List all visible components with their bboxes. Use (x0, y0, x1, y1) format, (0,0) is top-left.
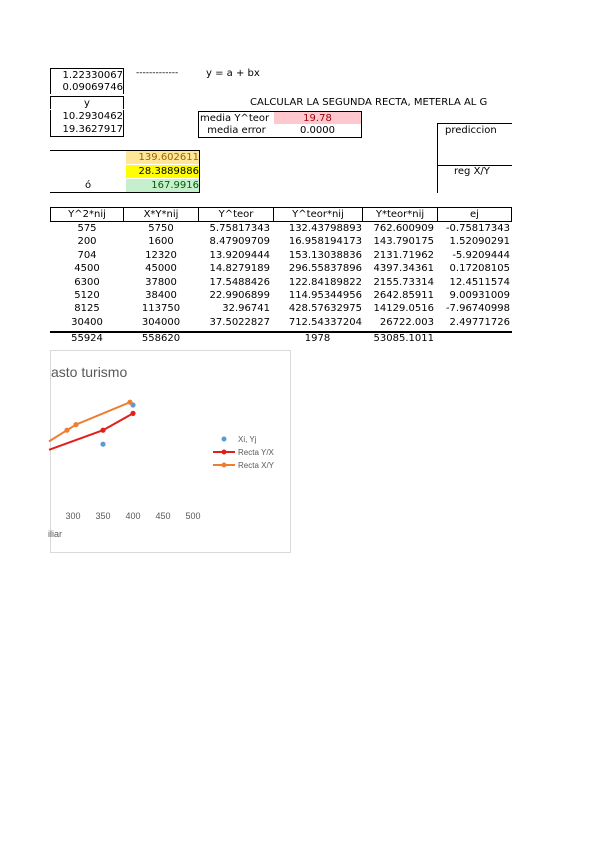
table-cell[interactable]: 712.54337204 (288, 316, 362, 328)
stats-value-2[interactable]: 28.3889886 (126, 165, 199, 178)
table-cell[interactable]: 55924 (71, 333, 103, 344)
table-cell[interactable]: 22.9906899 (209, 290, 270, 301)
table-cell[interactable]: 113750 (141, 303, 181, 315)
table-cell[interactable]: 16.958194173 (288, 236, 362, 248)
media-yteor-label: media Y^teor (198, 111, 274, 124)
totals-row (50, 333, 512, 345)
totals-divider (50, 331, 512, 333)
media-error-label: media error (198, 124, 274, 138)
table-cell[interactable]: 26722.003 (379, 316, 434, 328)
x-tick-label: 350 (95, 511, 111, 521)
stats-value-3[interactable]: 167.9916 (126, 179, 199, 192)
dashes-text: ------------- (136, 68, 179, 78)
data-point-recta-x-y[interactable] (64, 428, 69, 433)
table-row (50, 290, 512, 302)
col-header-xynij[interactable]: X*Y*nij (123, 207, 199, 222)
chart-container[interactable] (50, 350, 291, 553)
chart-title: asto turismo (51, 364, 128, 380)
table-cell[interactable]: 143.790175 (373, 236, 434, 248)
table-cell[interactable]: 114.95344956 (288, 290, 362, 301)
formula-text: y = a + bx (206, 68, 260, 79)
prediccion-label: prediccion (445, 125, 497, 136)
table-cell[interactable]: 30400 (71, 316, 103, 328)
col-header-ej[interactable]: ej (437, 207, 512, 222)
table-cell[interactable]: 14.8279189 (209, 263, 270, 275)
legend-label-yx: Recta Y/X (238, 448, 274, 457)
table-cell[interactable]: 12.4511574 (449, 276, 510, 288)
table-cell[interactable]: 17.5488426 (209, 276, 270, 288)
table-cell[interactable]: 304000 (141, 316, 181, 328)
table-cell[interactable]: 8.47909709 (209, 236, 270, 248)
table-cell[interactable]: 762.600909 (373, 223, 434, 234)
table-cell[interactable]: 575 (77, 223, 97, 234)
data-point-xi-yj[interactable] (100, 442, 105, 447)
table-cell[interactable]: 1.52090291 (449, 236, 510, 248)
table-cell[interactable]: 12320 (145, 249, 177, 261)
table-cell[interactable]: 37.5022827 (209, 316, 270, 328)
stats-label-3: ó (84, 180, 92, 191)
table-cell[interactable]: 558620 (141, 333, 181, 344)
table-cell[interactable]: 5120 (74, 290, 100, 301)
data-point-recta-x-y[interactable] (127, 400, 132, 405)
table-cell[interactable]: 32.96741 (222, 303, 270, 315)
table-cell[interactable]: 8125 (74, 303, 100, 315)
legend-label-xiyj: Xi, Yj (238, 435, 257, 444)
col-header-yteor2nij[interactable]: Y*teor*nij (362, 207, 438, 222)
value-cell-2[interactable]: 0.09069746 (50, 81, 124, 94)
legend-marker-yx (222, 450, 227, 455)
table-row (50, 303, 512, 315)
table-cell[interactable]: 132.43798893 (288, 223, 362, 234)
table-row (50, 250, 512, 262)
reg-xy-label: reg X/Y (454, 166, 490, 177)
legend-label-xy: Recta X/Y (238, 461, 275, 470)
value-cell-1[interactable]: 1.22330067 (50, 68, 124, 81)
table-row (50, 223, 512, 235)
y-label-cell[interactable]: y (50, 96, 124, 109)
table-cell[interactable]: 200 (77, 236, 97, 248)
stats-value-1[interactable]: 139.602611 (126, 151, 199, 164)
table-cell[interactable]: 296.55837896 (288, 263, 362, 275)
table-cell[interactable]: 13.9209444 (209, 249, 270, 261)
instruction-text: CALCULAR LA SEGUNDA RECTA, METERLA AL G (250, 97, 488, 108)
table-cell[interactable]: 5750 (148, 223, 174, 234)
table-row (50, 263, 512, 275)
table-cell[interactable]: 153.13038836 (288, 249, 362, 261)
table-cell[interactable]: 2642.85911 (373, 290, 434, 301)
table-row (50, 277, 512, 289)
table-cell[interactable]: 6300 (74, 276, 100, 288)
data-point-recta-y-x[interactable] (100, 428, 105, 433)
table-cell[interactable]: -0.75817343 (445, 223, 510, 234)
table-cell[interactable]: 0.17208105 (449, 263, 510, 275)
table-cell[interactable]: 14129.0516 (373, 303, 434, 315)
chart-svg (48, 351, 290, 552)
table-cell[interactable]: 2.49771726 (449, 316, 510, 328)
chart-legend (213, 435, 275, 470)
table-cell[interactable]: 9.00931009 (449, 290, 510, 301)
x-tick-label: 500 (185, 511, 201, 521)
table-cell[interactable]: 45000 (145, 263, 177, 275)
chart-xlabel: iliar (48, 529, 63, 539)
value-cell-4[interactable]: 19.3627917 (50, 123, 124, 137)
table-cell[interactable]: 428.57632975 (288, 303, 362, 315)
legend-marker-xy (222, 463, 227, 468)
x-axis-ticks (65, 511, 200, 521)
table-cell[interactable]: 37800 (145, 276, 177, 288)
data-point-recta-x-y[interactable] (73, 422, 78, 427)
x-tick-label: 450 (155, 511, 171, 521)
col-header-y2nij[interactable]: Y^2*nij (50, 207, 124, 222)
legend-marker-xiyj (222, 437, 227, 442)
table-row (50, 236, 512, 248)
table-cell[interactable]: -5.9209444 (452, 249, 510, 261)
table-cell[interactable]: 122.84189822 (288, 276, 362, 288)
table-cell[interactable]: 1978 (304, 333, 331, 344)
table-cell[interactable]: -7.96740998 (445, 303, 510, 315)
table-cell[interactable]: 2155.73314 (373, 276, 434, 288)
table-cell[interactable]: 1600 (148, 236, 174, 248)
col-header-yteornij[interactable]: Y^teor*nij (273, 207, 363, 222)
table-cell[interactable]: 704 (77, 249, 97, 261)
table-cell[interactable]: 5.75817343 (209, 223, 270, 234)
x-tick-label: 300 (65, 511, 81, 521)
data-point-recta-y-x[interactable] (130, 411, 135, 416)
table-cell[interactable]: 53085.1011 (373, 333, 434, 344)
table-cell[interactable]: 2131.71962 (373, 249, 434, 261)
media-yteor-value[interactable]: 19.78 (274, 111, 362, 124)
media-error-value[interactable]: 0.0000 (274, 124, 362, 138)
table-cell[interactable]: 38400 (145, 290, 177, 301)
table-row (50, 317, 512, 329)
col-header-yteor[interactable]: Y^teor (198, 207, 274, 222)
table-cell[interactable]: 4500 (74, 263, 100, 275)
value-cell-3[interactable]: 10.2930462 (50, 110, 124, 123)
chart-marks (49, 400, 136, 450)
x-tick-label: 400 (125, 511, 141, 521)
table-cell[interactable]: 4397.34361 (373, 263, 434, 275)
